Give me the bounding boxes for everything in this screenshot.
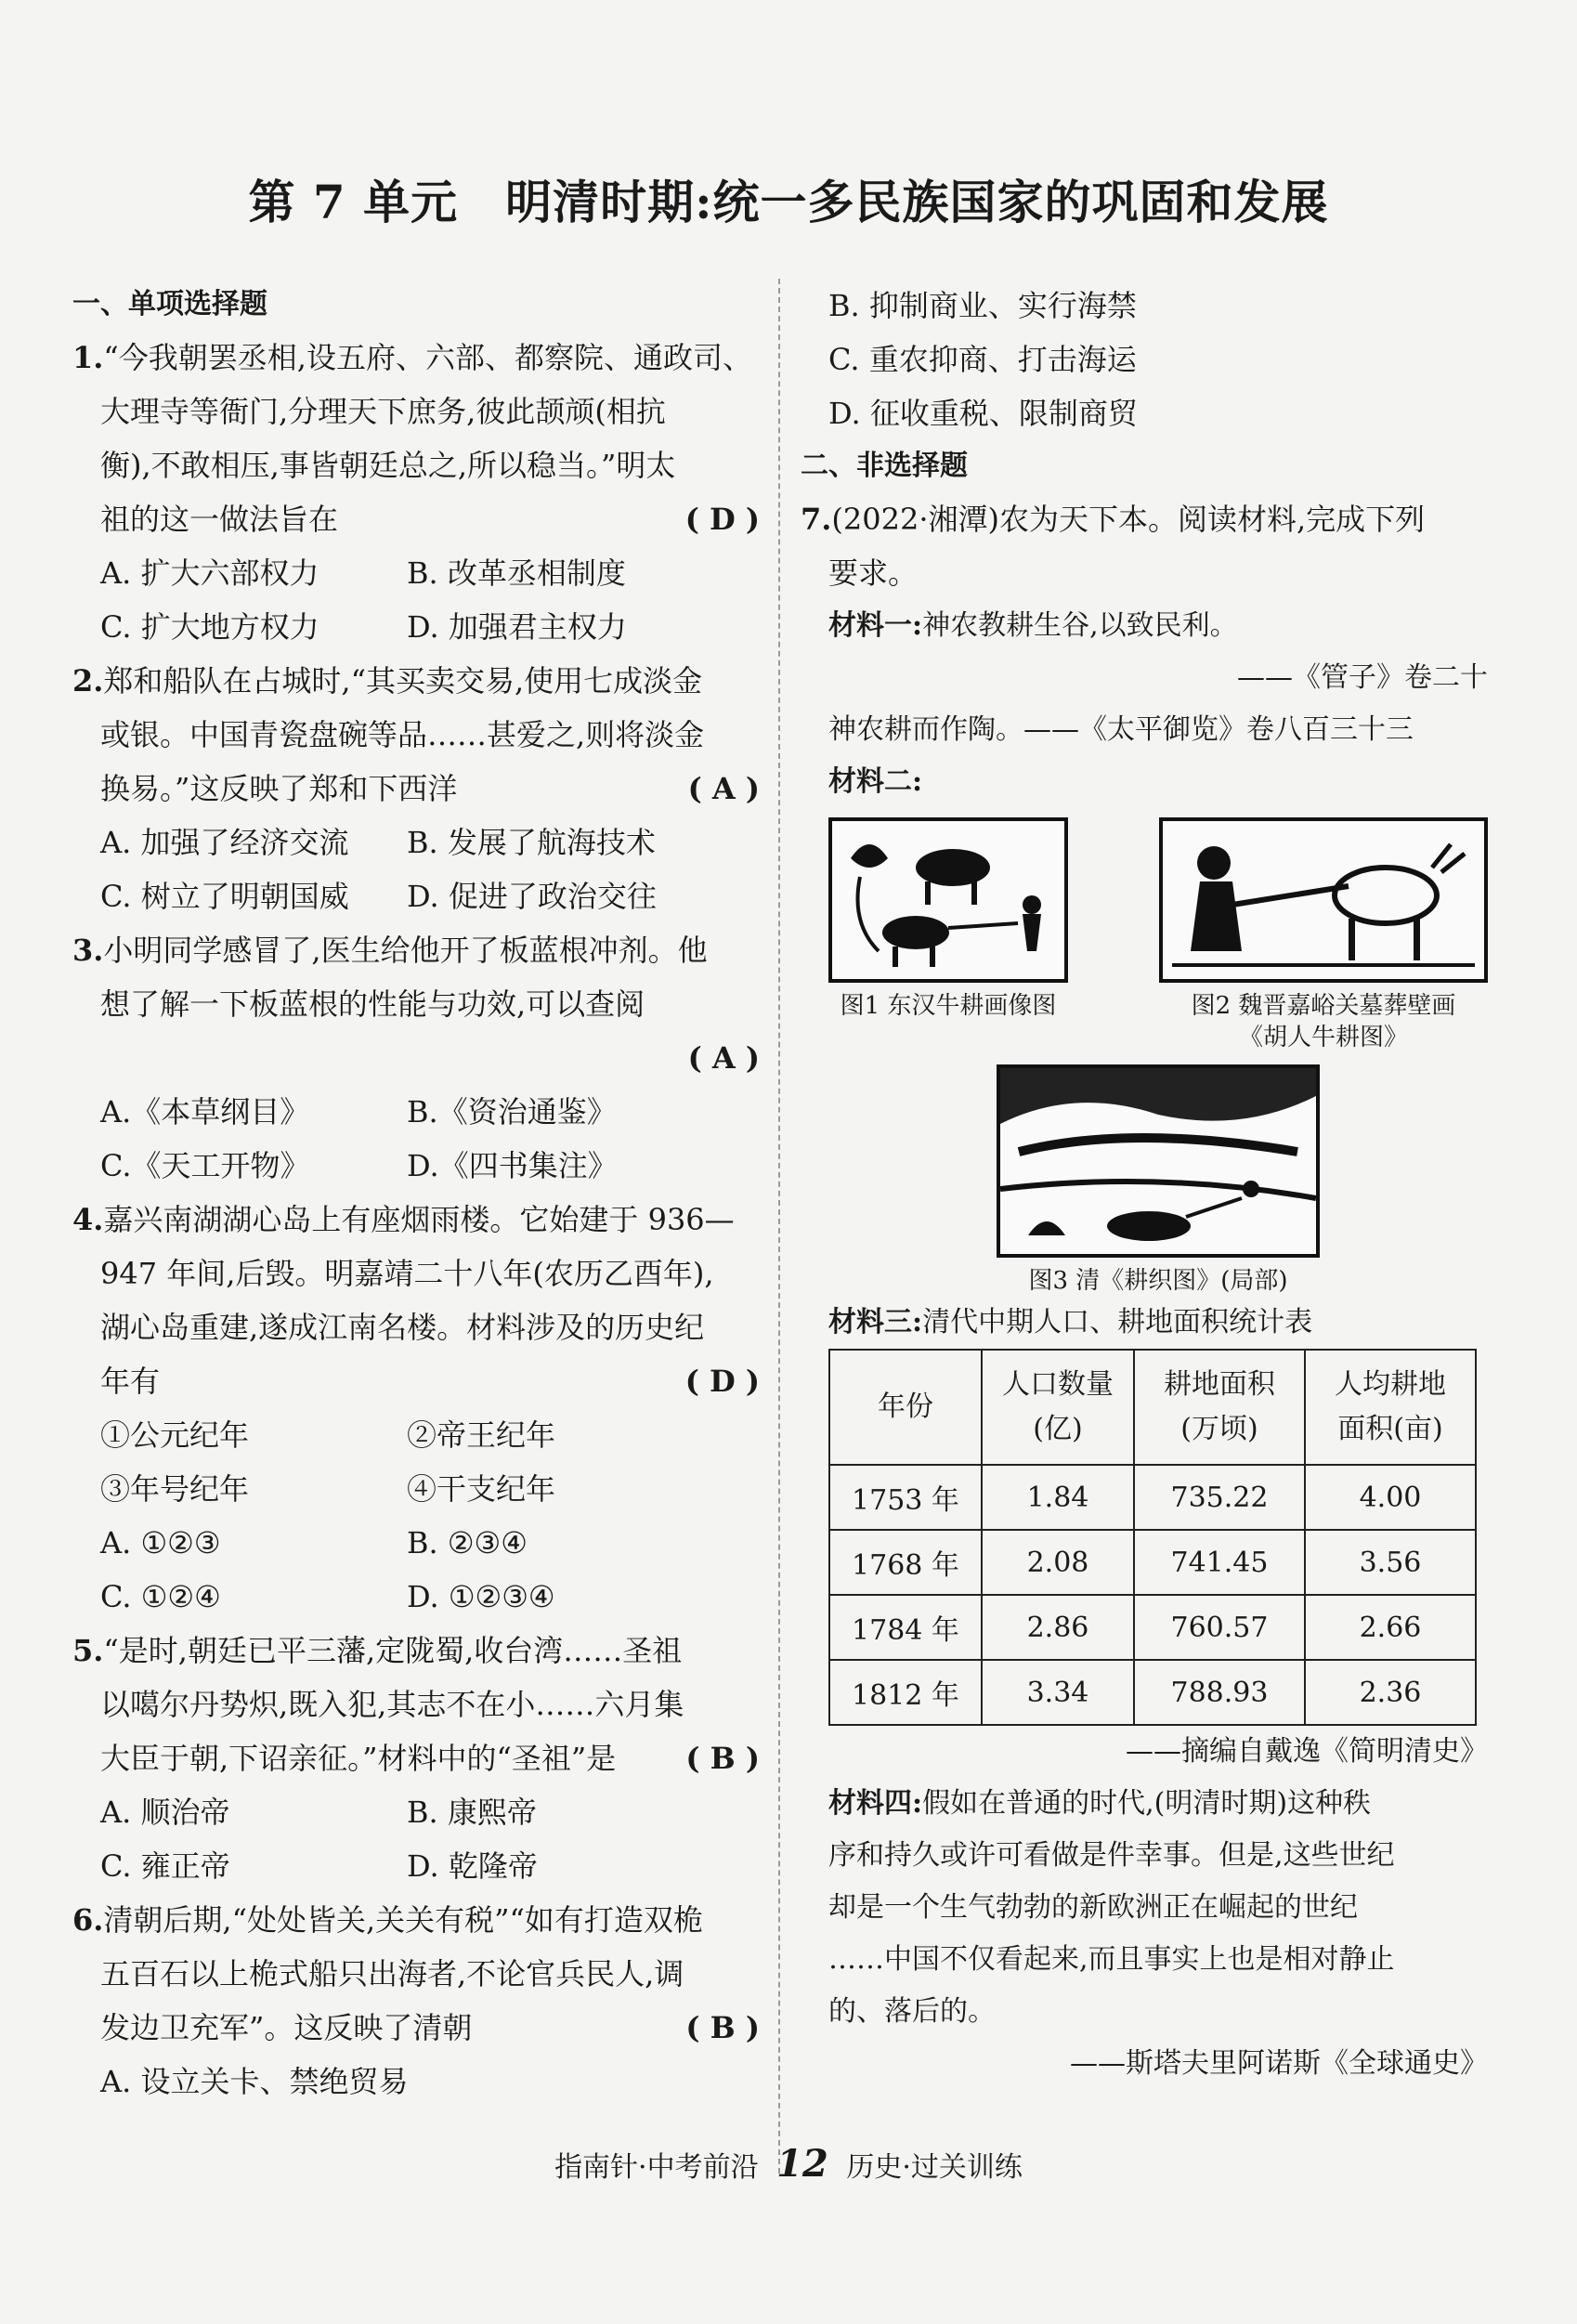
material-label: 材料四: xyxy=(828,1787,923,1820)
items-row xyxy=(72,1408,760,1462)
question-line: 要求。 xyxy=(828,555,919,591)
question-line: 衡),不敢相压,事皆朝廷总之,所以稳当。”明太 xyxy=(100,448,676,483)
material-label: 材料三: xyxy=(828,1306,923,1338)
question-1 xyxy=(72,331,760,546)
table-cell: 741.45 xyxy=(1134,1530,1305,1595)
footer-brand: 指南针·中考前沿 xyxy=(554,2151,759,2184)
table-header: 年份 xyxy=(829,1350,982,1465)
table-cell: 1784 年 xyxy=(829,1595,982,1660)
question-7 xyxy=(801,492,1488,600)
options-row xyxy=(72,2055,760,2109)
table-cell: 760.57 xyxy=(1134,1595,1305,1660)
section-heading-nonchoice: 二、非选择题 xyxy=(801,450,968,482)
material-text: 神农教耕生谷,以致民利。 xyxy=(922,609,1238,642)
table-cell: 1812 年 xyxy=(829,1660,982,1725)
question-number: 7. xyxy=(801,502,832,537)
option: B. 发展了航海技术 xyxy=(407,825,656,860)
answer-mark: ( D ) xyxy=(684,502,760,537)
question-line: 947 年间,后毁。明嘉靖二十八年(农历乙酉年), xyxy=(100,1256,714,1291)
table-cell: 735.22 xyxy=(1134,1465,1305,1530)
option: C. ①②④ xyxy=(100,1579,221,1614)
question-line: 以噶尔丹势炽,既入犯,其志不在小……六月集 xyxy=(100,1687,684,1722)
table-cell: 3.56 xyxy=(1305,1530,1476,1595)
option: A. 顺治帝 xyxy=(100,1795,230,1830)
material-text: ……中国不仅看起来,而且事实上也是相对静止 xyxy=(828,1943,1395,1976)
figure-2 xyxy=(1159,817,1488,1053)
options-row xyxy=(801,386,1488,440)
question-line: 湖心岛重建,遂成江南名楼。材料涉及的历史纪 xyxy=(100,1310,705,1345)
table-cell: 1.84 xyxy=(982,1465,1134,1530)
question-line: 嘉兴南湖湖心岛上有座烟雨楼。它始建于 936— xyxy=(103,1202,735,1237)
page-footer xyxy=(0,2142,1577,2186)
question-5 xyxy=(72,1624,760,1785)
table-header-row xyxy=(829,1350,1476,1465)
footer-subject: 历史·过关训练 xyxy=(846,2151,1023,2184)
material-text: 假如在普通的时代,(明清时期)这种秩 xyxy=(922,1787,1372,1820)
option: A.《本草纲目》 xyxy=(100,1094,310,1129)
option: C.《天工开物》 xyxy=(100,1148,310,1183)
table-header: 人均耕地 面积(亩) xyxy=(1305,1350,1476,1465)
option: D. 促进了政治交往 xyxy=(407,879,657,914)
table-row xyxy=(829,1595,1476,1660)
material-2 xyxy=(801,756,1488,808)
figure-caption: 图2 魏晋嘉峪关墓葬壁画 xyxy=(1191,992,1456,1020)
table-cell: 2.86 xyxy=(982,1595,1134,1660)
table-cell: 4.00 xyxy=(1305,1465,1476,1530)
figure-row xyxy=(801,817,1488,1053)
column-divider xyxy=(778,279,780,2174)
option: B. 改革丞相制度 xyxy=(407,555,626,591)
option: C. 树立了明朝国威 xyxy=(100,879,349,914)
option: D.《四书集注》 xyxy=(407,1148,618,1183)
section-heading-choice: 一、单项选择题 xyxy=(72,288,267,320)
question-6 xyxy=(72,1893,760,2055)
figure-3 xyxy=(801,1064,1488,1297)
material-text: 却是一个生气勃勃的新欧洲正在崛起的世纪 xyxy=(828,1891,1358,1924)
answer-mark: ( B ) xyxy=(685,1741,760,1776)
hu-farmer-ox-image xyxy=(1159,817,1488,983)
options-row xyxy=(72,1570,760,1624)
question-line: “今我朝罢丞相,设五府、六部、都察院、通政司、 xyxy=(103,340,752,375)
table-cell: 1768 年 xyxy=(829,1530,982,1595)
item: ②帝王纪年 xyxy=(407,1417,556,1453)
question-line: 年有 xyxy=(100,1364,161,1399)
figure-caption: 《胡人牛耕图》 xyxy=(1238,1024,1408,1051)
option: A. 设立关卡、禁绝贸易 xyxy=(100,2064,409,2099)
question-number: 5. xyxy=(72,1633,104,1668)
options-row xyxy=(72,1785,760,1839)
material-source: ——摘编自戴逸《简明清史》 xyxy=(1126,1735,1488,1768)
material-3 xyxy=(801,1297,1488,1349)
table-cell: 1753 年 xyxy=(829,1465,982,1530)
option: B. ②③④ xyxy=(407,1525,528,1560)
options-row xyxy=(72,816,760,869)
question-line: 小明同学感冒了,医生给他开了板蓝根冲剂。他 xyxy=(103,933,708,968)
question-number: 1. xyxy=(72,340,104,375)
answer-mark: ( A ) xyxy=(687,771,760,806)
options-row xyxy=(72,869,760,923)
material-source: ——斯塔夫里阿诺斯《全球通史》 xyxy=(1070,2047,1488,2080)
question-line: 郑和船队在占城时,“其买卖交易,使用七成淡金 xyxy=(103,663,703,699)
question-number: 6. xyxy=(72,1902,104,1938)
options-row xyxy=(72,546,760,600)
question-2 xyxy=(72,654,760,816)
table-cell: 3.34 xyxy=(982,1660,1134,1725)
page-number: 12 xyxy=(776,2142,828,2186)
material-text: 清代中期人口、耕地面积统计表 xyxy=(922,1306,1313,1338)
gengzhi-image xyxy=(997,1064,1320,1258)
table-cell: 2.08 xyxy=(982,1530,1134,1595)
left-column xyxy=(72,279,760,2109)
answer-mark: ( D ) xyxy=(684,1364,760,1399)
item: ①公元纪年 xyxy=(100,1417,250,1453)
option: B.《资治通鉴》 xyxy=(407,1094,617,1129)
items-row xyxy=(72,1462,760,1516)
option: C. 雍正帝 xyxy=(100,1848,230,1884)
option: B. 康熙帝 xyxy=(407,1795,537,1830)
options-row xyxy=(801,333,1488,386)
table-row xyxy=(829,1530,1476,1595)
table-row xyxy=(829,1660,1476,1725)
right-column xyxy=(801,279,1488,2090)
table-cell: 2.36 xyxy=(1305,1660,1476,1725)
material-1 xyxy=(801,600,1488,652)
material-text: 神农耕而作陶。——《太平御览》卷八百三十三 xyxy=(828,713,1414,746)
option: A. 扩大六部权力 xyxy=(100,555,319,591)
options-row xyxy=(72,1516,760,1570)
question-line: “是时,朝廷已平三藩,定陇蜀,收台湾……圣祖 xyxy=(103,1633,683,1668)
material-label: 材料二: xyxy=(828,765,923,798)
unit-title: 第 7 单元 明清时期:统一多民族国家的巩固和发展 xyxy=(248,175,1329,229)
option: D. 乾隆帝 xyxy=(407,1848,538,1884)
question-4 xyxy=(72,1193,760,1408)
options-row xyxy=(72,1139,760,1193)
item: ③年号纪年 xyxy=(100,1471,250,1507)
question-number: 3. xyxy=(72,933,104,968)
table-row xyxy=(829,1465,1476,1530)
option: A. ①②③ xyxy=(100,1525,221,1560)
table-header: 人口数量 (亿) xyxy=(982,1350,1134,1465)
table-cell: 788.93 xyxy=(1134,1660,1305,1725)
item: ④干支纪年 xyxy=(407,1471,556,1507)
ox-plough-image xyxy=(828,817,1068,983)
table-header: 耕地面积 (万顷) xyxy=(1134,1350,1305,1465)
question-line: 五百石以上桅式船只出海者,不论官兵民人,调 xyxy=(100,1956,684,1991)
question-line: 换易。”这反映了郑和下西洋 xyxy=(100,771,458,806)
question-line: 想了解一下板蓝根的性能与功效,可以查阅 xyxy=(100,986,645,1022)
material-source: ——《管子》卷二十 xyxy=(1237,661,1488,694)
options-row xyxy=(801,279,1488,333)
material-text: 的、落后的。 xyxy=(828,1995,996,2028)
option: B. 抑制商业、实行海禁 xyxy=(828,288,1137,323)
question-number: 2. xyxy=(72,663,104,699)
option: D. 征收重税、限制商贸 xyxy=(828,396,1138,431)
options-row xyxy=(72,1085,760,1139)
question-line: 清朝后期,“处处皆关,关关有税”“如有打造双桅 xyxy=(103,1902,703,1938)
figure-caption: 图1 东汉牛耕画像图 xyxy=(840,992,1057,1020)
option: C. 扩大地方权力 xyxy=(100,609,319,645)
option: A. 加强了经济交流 xyxy=(100,825,349,860)
question-line: 大理寺等衙门,分理天下庶务,彼此颉颃(相抗 xyxy=(100,394,666,429)
option: D. ①②③④ xyxy=(407,1579,555,1614)
question-line: (2022·湘潭)农为天下本。阅读材料,完成下列 xyxy=(831,502,1426,537)
question-3 xyxy=(72,923,760,1085)
table-cell: 2.66 xyxy=(1305,1595,1476,1660)
question-number: 4. xyxy=(72,1202,104,1237)
answer-mark: ( B ) xyxy=(685,2010,760,2045)
option: D. 加强君主权力 xyxy=(407,609,627,645)
question-line: 祖的这一做法旨在 xyxy=(100,502,339,537)
population-table xyxy=(828,1349,1477,1726)
material-text: 序和持久或许可看做是件幸事。但是,这些世纪 xyxy=(828,1839,1395,1872)
figure-1 xyxy=(828,817,1068,1053)
figure-caption: 图3 清《耕织图》(局部) xyxy=(1028,1267,1288,1295)
material-label: 材料一: xyxy=(828,609,923,642)
material-4 xyxy=(801,1778,1488,1830)
question-line: 或银。中国青瓷盘碗等品……甚爱之,则将淡金 xyxy=(100,717,705,752)
options-row xyxy=(72,600,760,654)
question-line: 发边卫充军”。这反映了清朝 xyxy=(100,2010,473,2045)
question-line: 大臣于朝,下诏亲征。”材料中的“圣祖”是 xyxy=(100,1741,617,1776)
answer-mark: ( A ) xyxy=(687,1040,760,1076)
option: C. 重农抑商、打击海运 xyxy=(828,342,1137,377)
options-row xyxy=(72,1839,760,1893)
